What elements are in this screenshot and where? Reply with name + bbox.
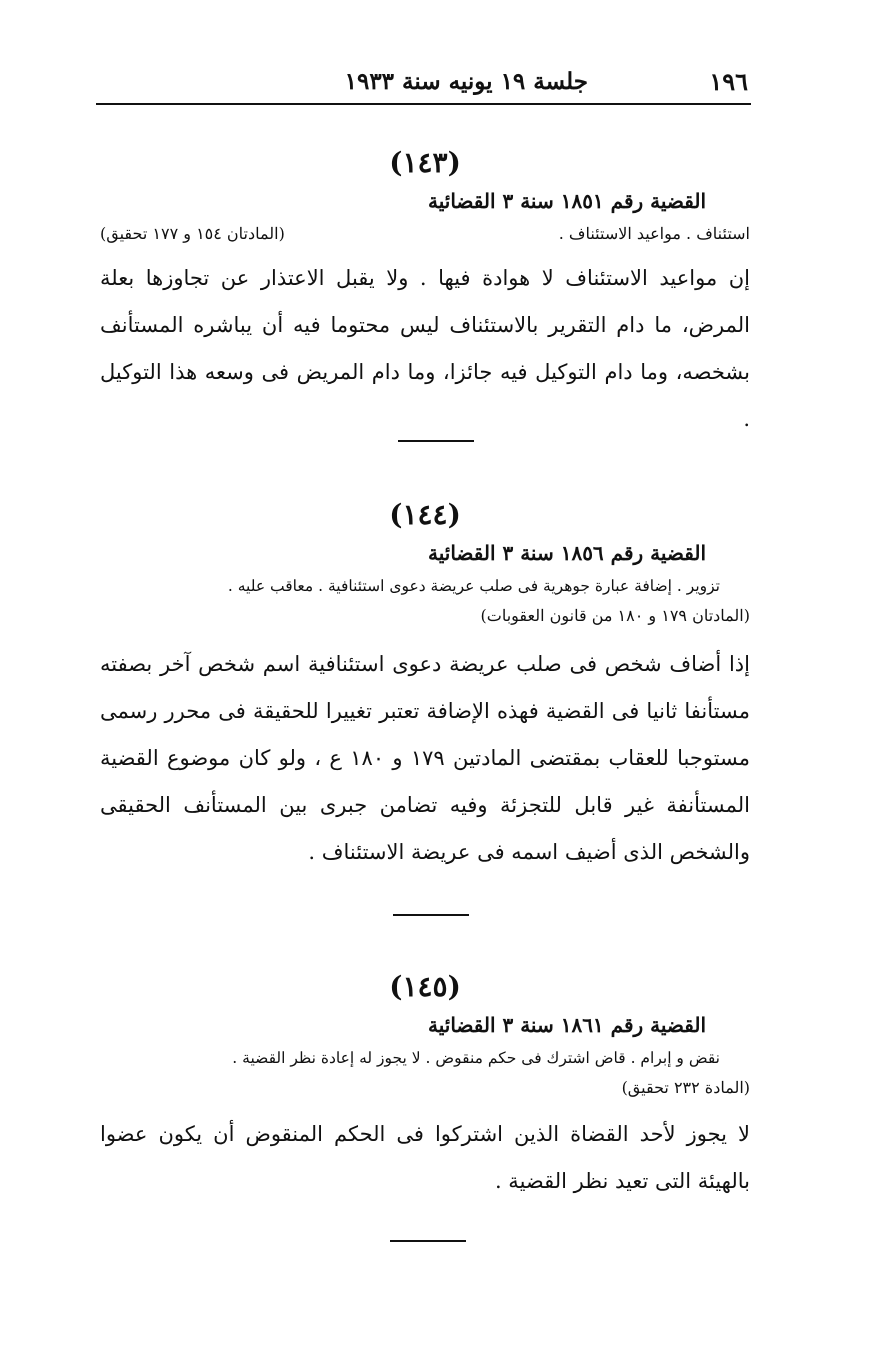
section-number: (١٤٥) — [389, 970, 461, 1003]
page-number: ١٩٦ — [709, 66, 748, 96]
page-header — [96, 62, 748, 100]
header-rule — [96, 103, 751, 105]
topics: تزوير . إضافة عبارة جوهرية فى صلب عريضة دعوى استئنافية . معاقب عليه . — [227, 577, 720, 595]
topics: نقض و إبرام . قاض اشترك فى حكم منقوض . لا يجوز له إعادة نظر القضية . — [232, 1049, 720, 1067]
section-145 — [100, 967, 750, 1205]
articles: (المادتان ١٥٤ و ١٧٧ تحقيق) — [100, 224, 285, 243]
ruling-text: إذا أضاف شخص فى صلب عريضة دعوى استئنافية اسم شخص آخر بصفته مستأنفا ثانيا فى القضية فهذه الإضافة تعتبر تغييرا للحقيقة فى محرر رسمى مستوجبا للعقاب بمقتضى المادتين ١٧٩ و ١٨٠ ع ، ولو كان موضوع القضية المستأنفة غير قابل للتجزئة وفيه تضامن جبرى بين المستأنف الحقيقى والشخص الذى أضيف اسمه فى عريضة الاستئناف . — [100, 652, 750, 864]
section-divider — [390, 1240, 466, 1242]
section-divider — [393, 914, 469, 916]
ruling-text: لا يجوز لأحد القضاة الذين اشتركوا فى الحكم المنقوض أن يكون عضوا بالهيئة التى تعيد نظر القضية . — [100, 1122, 750, 1193]
section-144 — [100, 495, 750, 876]
running-title: جلسة ١٩ يونيه سنة ١٩٣٣ — [344, 67, 588, 95]
case-title: القضية رقم ١٨٥٦ سنة ٣ القضائية — [428, 541, 706, 565]
case-title: القضية رقم ١٨٦١ سنة ٣ القضائية — [428, 1013, 706, 1037]
section-number: (١٤٤) — [389, 498, 461, 531]
topics-row — [100, 219, 750, 249]
case-title: القضية رقم ١٨٥١ سنة ٣ القضائية — [428, 189, 706, 213]
section-143 — [100, 143, 750, 443]
section-number: (١٤٣) — [389, 146, 461, 179]
section-divider — [398, 440, 474, 442]
ruling-text: إن مواعيد الاستئناف لا هوادة فيها . ولا يقبل الاعتذار عن تجاوزها بعلة المرض، ما دام التقرير بالاستئناف ليس محتوما فيه أن يباشره المستأنف بشخصه، وما دام التوكيل فيه جائزا، وما دام المريض فى وسعه هذا التوكيل . — [100, 266, 750, 431]
articles: (المادتان ١٧٩ و ١٨٠ من قانون العقوبات) — [480, 606, 750, 625]
topics: استئناف . مواعيد الاستئناف . — [558, 224, 750, 243]
articles: (المادة ٢٣٢ تحقيق) — [621, 1078, 750, 1097]
